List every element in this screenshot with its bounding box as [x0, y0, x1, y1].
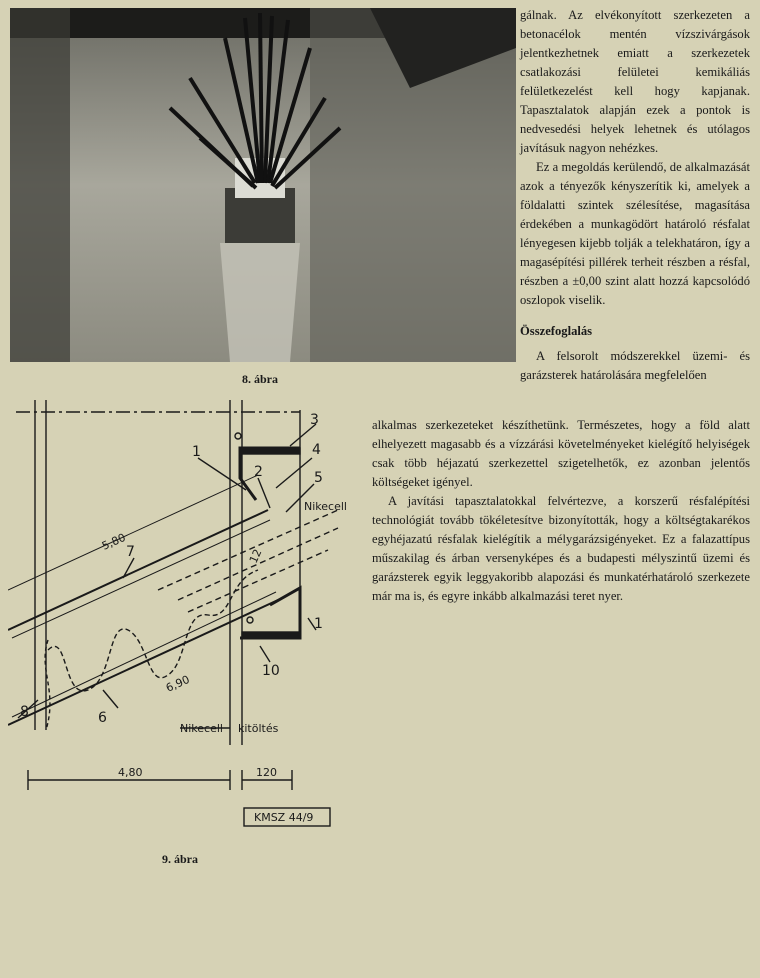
anchor-circle	[235, 433, 241, 439]
dimension-480: 4,80	[118, 766, 143, 779]
anchor-beam-top-inner	[12, 520, 270, 638]
stamp-text: KMSZ 44/9	[254, 811, 314, 824]
label-1a: 1	[192, 444, 201, 460]
figure-8-photo	[10, 8, 516, 362]
anchor-beam-top	[8, 510, 268, 630]
leader-6	[103, 690, 118, 708]
right-text-column	[520, 6, 750, 385]
figure-8-caption: 8. ábra	[242, 372, 278, 386]
dimension-120: 120	[256, 766, 277, 779]
bracket-top	[240, 448, 300, 500]
dimension-580: 5,80	[99, 530, 128, 553]
rebar	[158, 510, 338, 590]
paragraph-4: A javítási tapasztalatokkal felvértezve, a korszerű résfalépítési technológiát tovább tökéletesítve bizonyították, hogy a költségtakarékos egyhéjazatú résfalak kielégítik a mélygarázsigényeket. Ez a falazattípus műszakilag és árban versenyképes és a budapesti mélyszintű üzemi és garázsterek egyik leggyakoribb alapozási és munkatérhatároló szerkezete már ma is, és egyre inkább alkalmazási teret nyer.	[372, 494, 750, 603]
label-2: 2	[254, 464, 263, 480]
anchor-circle	[247, 617, 253, 623]
wide-text-block	[372, 416, 750, 606]
label-4: 4	[312, 442, 321, 458]
label-1b: 1	[314, 616, 323, 632]
bracket-top-plate	[242, 448, 300, 454]
figure-9-drawing	[8, 400, 348, 840]
leader-2	[258, 478, 270, 508]
bracket-bottom-plate	[242, 632, 300, 638]
kitoltes-label: kitöltés	[238, 722, 279, 735]
anchor-beam-bottom	[8, 600, 278, 725]
paragraph-2: Ez a megoldás kerülendő, de alkalmazását azok a tényezők kényszerítik ki, amelyek a földalatti szintek szélesítése, magasítása érdekében a munkagödört határoló résfalat lényegesen kijebb tolják a telekhatáron, így a magasépítési pillérek terheit részben a résfal, részben a ±0,00 szint alatt hozzá kapcsolódó oszlopok viselik.	[520, 160, 750, 307]
dimension-690: 6,90	[163, 672, 192, 695]
paragraph-3-start: A felsorolt módszerekkel üzemi- és garázsterek határolására megfelelően	[520, 349, 750, 382]
section-heading: Összefoglalás	[520, 324, 593, 338]
paragraph-1: gálnak. Az elvékonyított szerkezeten a betonacélok mentén vízszivárgások jelentkezhetnek emiatt a szerkezetek csatlakozási felületei kemikáliás felületkezelést kell hogy kapjanak. Tapasztalatok alapján ezek a pontok is nedvesedési helyek lehetnek és utólagos javításuk nagyon nehézkes.	[520, 8, 750, 155]
label-7: 7	[126, 544, 135, 560]
nikecell-label-bottom: Nikecell	[180, 722, 223, 735]
label-6: 6	[98, 710, 107, 726]
label-8: 8	[20, 704, 29, 720]
label-3: 3	[310, 412, 319, 428]
figure-9-caption: 9. ábra	[162, 852, 198, 866]
paragraph-3-rest: alkalmas szerkezeteket készíthetünk. Természetes, hogy a föld alatt elhelyezett magasabb és a vízzárási követelményeket kielégítő helyiségek csak több héjazatú szerkezettel szigetelhetők, ez azonban jelentős költségeket igényel.	[372, 418, 750, 489]
leader-4	[276, 458, 312, 488]
nikecell-label-top: Nikecell	[304, 500, 347, 513]
leader-10	[260, 646, 270, 662]
dimension-12: 12	[246, 547, 265, 566]
spiral-reinforcement	[48, 570, 258, 691]
label-5: 5	[314, 470, 323, 486]
label-10: 10	[262, 663, 280, 679]
photo-illustration	[10, 8, 516, 362]
